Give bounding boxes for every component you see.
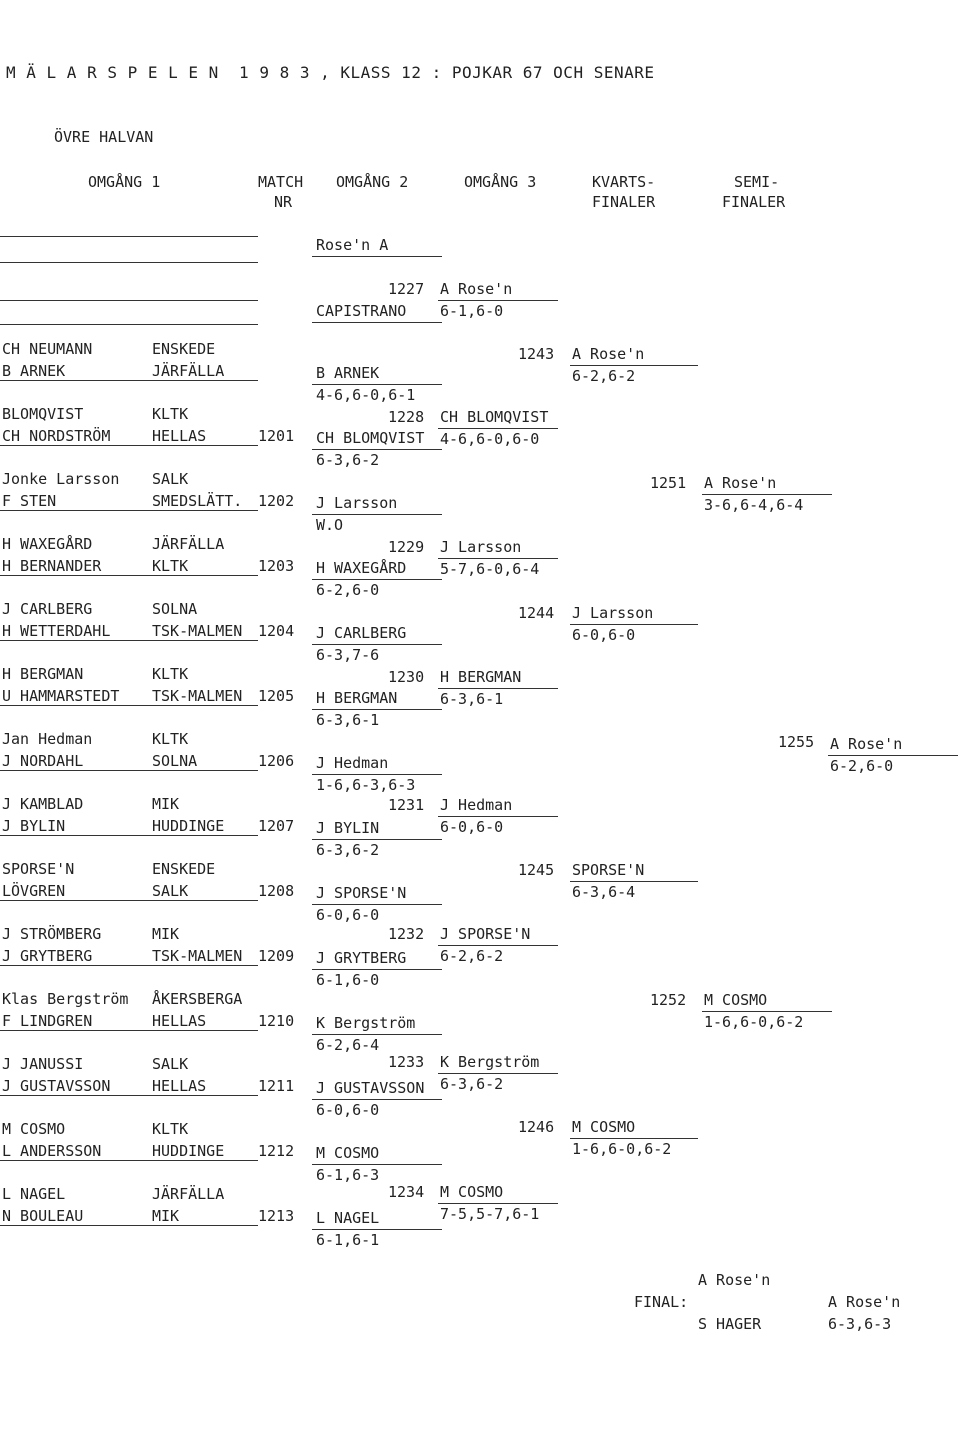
round3-match-number: 1233 (388, 1053, 425, 1071)
round1-player: J BYLIN (2, 817, 66, 835)
header-round1: OMGÅNG 1 (88, 173, 161, 191)
round3-score: 6-3,6-1 (440, 690, 504, 708)
round1-line (0, 770, 258, 771)
semi-match-number: 1251 (650, 474, 687, 492)
round1-player: J JANUSSI (2, 1055, 84, 1073)
round2-winner: J Hedman (316, 754, 389, 772)
round1-player: B ARNEK (2, 362, 66, 380)
round1-club: HELLAS (152, 1012, 207, 1030)
round1-player: H WETTERDAHL (2, 622, 111, 640)
round2-score: 1-6,6-3,6-3 (316, 776, 416, 794)
match-number: 1205 (258, 687, 295, 705)
semi-match-number: 1252 (650, 991, 687, 1009)
round2-winner: J BYLIN (316, 819, 380, 837)
half-final-match-number: 1255 (778, 733, 815, 751)
round2-winner: Rose'n A (316, 236, 389, 254)
round1-player: Jonke Larsson (2, 470, 120, 488)
round3-score: 5-7,6-0,6-4 (440, 560, 540, 578)
round3-score: 6-2,6-2 (440, 947, 504, 965)
round1-club: HUDDINGE (152, 817, 225, 835)
round2-winner: J SPORSE'N (316, 884, 407, 902)
semi-score: 1-6,6-0,6-2 (704, 1013, 804, 1031)
round3-winner: M COSMO (440, 1183, 504, 1201)
header-round2: OMGÅNG 2 (336, 173, 409, 191)
match-number: 1209 (258, 947, 295, 965)
final-player-a: A Rose'n (698, 1271, 771, 1289)
round1-club: JÄRFÄLLA (152, 535, 225, 553)
match-number: 1210 (258, 1012, 295, 1030)
quarter-score: 1-6,6-0,6-2 (572, 1140, 672, 1158)
header-semi-1: SEMI- (734, 173, 780, 191)
round3-line (438, 1073, 558, 1074)
round1-line (0, 575, 258, 576)
round1-club: SALK (152, 1055, 189, 1073)
round2-score: 6-1,6-0 (316, 971, 380, 989)
round1-club: TSK-MALMEN (152, 687, 243, 705)
round1-club: HUDDINGE (152, 1142, 225, 1160)
round1-club: SALK (152, 470, 189, 488)
draw-line (0, 262, 258, 263)
quarter-score: 6-0,6-0 (572, 626, 636, 644)
round1-line (0, 1160, 258, 1161)
quarter-winner: M COSMO (572, 1118, 636, 1136)
round1-club: ENSKEDE (152, 860, 216, 878)
round2-winner: J GRYTBERG (316, 949, 407, 967)
round1-club: TSK-MALMEN (152, 622, 243, 640)
round2-line (312, 322, 442, 323)
round3-score: 6-3,6-2 (440, 1075, 504, 1093)
match-number: 1202 (258, 492, 295, 510)
match-number: 1208 (258, 882, 295, 900)
round1-line (0, 445, 258, 446)
round1-club: KLTK (152, 665, 189, 683)
round2-winner: CAPISTRANO (316, 302, 407, 320)
round2-score: 6-0,6-0 (316, 906, 380, 924)
round1-club: ÅKERSBERGA (152, 990, 243, 1008)
round1-line (0, 965, 258, 966)
round3-line (438, 428, 558, 429)
round2-line (312, 904, 442, 905)
round3-match-number: 1231 (388, 796, 425, 814)
round3-line (438, 688, 558, 689)
round2-line (312, 709, 442, 710)
match-number: 1204 (258, 622, 295, 640)
quarter-match-number: 1244 (518, 604, 555, 622)
header-quarter-2: FINALER (592, 193, 656, 211)
round2-score: 6-0,6-0 (316, 1101, 380, 1119)
match-number: 1201 (258, 427, 295, 445)
round3-score: 6-1,6-0 (440, 302, 504, 320)
round3-winner: J SPORSE'N (440, 925, 531, 943)
round2-score: 6-3,6-2 (316, 451, 380, 469)
round2-score: W.O (316, 516, 344, 534)
round1-club: SMEDSLÄTT. (152, 492, 243, 510)
round2-line (312, 774, 442, 775)
final-label: FINAL: (634, 1293, 689, 1311)
quarter-line (570, 624, 698, 625)
round2-line (312, 1164, 442, 1165)
round1-club: HELLAS (152, 427, 207, 445)
round1-player: Jan Hedman (2, 730, 93, 748)
round1-line (0, 510, 258, 511)
round1-player: F LINDGREN (2, 1012, 93, 1030)
round1-player: U HAMMARSTEDT (2, 687, 120, 705)
draw-line (0, 324, 258, 325)
match-number: 1213 (258, 1207, 295, 1225)
semi-winner: A Rose'n (704, 474, 777, 492)
match-number: 1206 (258, 752, 295, 770)
round3-match-number: 1228 (388, 408, 425, 426)
round1-player: L NAGEL (2, 1185, 66, 1203)
round3-winner: J Hedman (440, 796, 513, 814)
round1-player: J GUSTAVSSON (2, 1077, 111, 1095)
round1-player: J STRÖMBERG (2, 925, 102, 943)
header-match-nr-2: NR (274, 193, 293, 211)
round2-winner: J GUSTAVSSON (316, 1079, 425, 1097)
round2-winner: L NAGEL (316, 1209, 380, 1227)
round1-club: MIK (152, 1207, 180, 1225)
round2-score: 4-6,6-0,6-1 (316, 386, 416, 404)
final-score: 6-3,6-3 (828, 1315, 892, 1333)
round1-player: J NORDAHL (2, 752, 84, 770)
semi-score: 3-6,6-4,6-4 (704, 496, 804, 514)
round2-line (312, 514, 442, 515)
match-number: 1211 (258, 1077, 295, 1095)
round2-score: 6-3,7-6 (316, 646, 380, 664)
round1-club: KLTK (152, 405, 189, 423)
draw-line (0, 236, 258, 237)
round1-line (0, 380, 258, 381)
match-number: 1203 (258, 557, 295, 575)
round1-club: SALK (152, 882, 189, 900)
round1-player: J KAMBLAD (2, 795, 84, 813)
round3-score: 6-0,6-0 (440, 818, 504, 836)
round1-club: SOLNA (152, 600, 198, 618)
quarter-winner: J Larsson (572, 604, 654, 622)
round1-player: F STEN (2, 492, 57, 510)
round1-player: LÖVGREN (2, 882, 66, 900)
round3-match-number: 1232 (388, 925, 425, 943)
round1-player: H BERGMAN (2, 665, 84, 683)
round2-line (312, 644, 442, 645)
round1-club: JÄRFÄLLA (152, 362, 225, 380)
header-quarter-1: KVARTS- (592, 173, 656, 191)
round1-club: TSK-MALMEN (152, 947, 243, 965)
quarter-match-number: 1243 (518, 345, 555, 363)
round1-player: H WAXEGÅRD (2, 535, 93, 553)
quarter-winner: SPORSE'N (572, 861, 645, 879)
round1-player: M COSMO (2, 1120, 66, 1138)
round2-score: 6-3,6-1 (316, 711, 380, 729)
round1-player: J CARLBERG (2, 600, 93, 618)
match-number: 1207 (258, 817, 295, 835)
round2-line (312, 1034, 442, 1035)
round1-player: Klas Bergström (2, 990, 129, 1008)
semi-winner: M COSMO (704, 991, 768, 1009)
round3-line (438, 558, 558, 559)
round1-club: KLTK (152, 557, 189, 575)
quarter-line (570, 881, 698, 882)
round2-score: 6-2,6-0 (316, 581, 380, 599)
round3-match-number: 1230 (388, 668, 425, 686)
round2-winner: B ARNEK (316, 364, 380, 382)
match-number: 1212 (258, 1142, 295, 1160)
round1-player: N BOULEAU (2, 1207, 84, 1225)
round1-line (0, 1225, 258, 1226)
round1-line (0, 1095, 258, 1096)
round2-line (312, 384, 442, 385)
round1-club: JÄRFÄLLA (152, 1185, 225, 1203)
round2-line (312, 969, 442, 970)
round3-match-number: 1234 (388, 1183, 425, 1201)
round2-line (312, 449, 442, 450)
half-final-score: 6-2,6-0 (830, 757, 894, 775)
quarter-match-number: 1245 (518, 861, 555, 879)
round1-line (0, 705, 258, 706)
header-round3: OMGÅNG 3 (464, 173, 537, 191)
round1-club: MIK (152, 925, 180, 943)
round2-score: 6-1,6-1 (316, 1231, 380, 1249)
round2-line (312, 839, 442, 840)
round3-winner: K Bergström (440, 1053, 540, 1071)
round1-player: CH NEUMANN (2, 340, 93, 358)
round1-line (0, 1030, 258, 1031)
header-match-nr-1: MATCH (258, 173, 304, 191)
round2-winner: CH BLOMQVIST (316, 429, 425, 447)
quarter-winner: A Rose'n (572, 345, 645, 363)
round1-player: H BERNANDER (2, 557, 102, 575)
round1-club: MIK (152, 795, 180, 813)
round3-score: 7-5,5-7,6-1 (440, 1205, 540, 1223)
half-final-line (828, 755, 958, 756)
quarter-line (570, 365, 698, 366)
round2-winner: K Bergström (316, 1014, 416, 1032)
round1-club: KLTK (152, 730, 189, 748)
round3-line (438, 1203, 558, 1204)
round1-player: BLOMQVIST (2, 405, 84, 423)
round2-line (312, 579, 442, 580)
round2-score: 6-3,6-2 (316, 841, 380, 859)
round3-line (438, 300, 558, 301)
round1-player: SPORSE'N (2, 860, 75, 878)
round1-player: L ANDERSSON (2, 1142, 102, 1160)
draw-line (0, 300, 258, 301)
quarter-line (570, 1138, 698, 1139)
round2-winner: J Larsson (316, 494, 398, 512)
round3-winner: H BERGMAN (440, 668, 522, 686)
round3-winner: J Larsson (440, 538, 522, 556)
round1-player: CH NORDSTRÖM (2, 427, 111, 445)
round1-line (0, 900, 258, 901)
round2-line (312, 1229, 442, 1230)
round3-line (438, 945, 558, 946)
round3-winner: A Rose'n (440, 280, 513, 298)
header-semi-2: FINALER (722, 193, 786, 211)
round1-player: J GRYTBERG (2, 947, 93, 965)
round2-line (312, 256, 442, 257)
round2-score: 6-1,6-3 (316, 1166, 380, 1184)
quarter-match-number: 1246 (518, 1118, 555, 1136)
semi-line (702, 494, 832, 495)
round3-score: 4-6,6-0,6-0 (440, 430, 540, 448)
round2-winner: M COSMO (316, 1144, 380, 1162)
round2-winner: H WAXEGÅRD (316, 559, 407, 577)
final-winner: A Rose'n (828, 1293, 901, 1311)
page-title: M Ä L A R S P E L E N 1 9 8 3 , KLASS 12 : POJKAR 67 OCH SENARE (6, 63, 655, 82)
round1-club: SOLNA (152, 752, 198, 770)
round1-line (0, 640, 258, 641)
round2-winner: J CARLBERG (316, 624, 407, 642)
round2-line (312, 1099, 442, 1100)
round1-club: HELLAS (152, 1077, 207, 1095)
half-heading: ÖVRE HALVAN (54, 128, 154, 146)
round1-club: ENSKEDE (152, 340, 216, 358)
round3-match-number: 1227 (388, 280, 425, 298)
semi-line (702, 1011, 832, 1012)
final-player-b: S HAGER (698, 1315, 762, 1333)
round1-line (0, 835, 258, 836)
round1-club: KLTK (152, 1120, 189, 1138)
round3-winner: CH BLOMQVIST (440, 408, 549, 426)
quarter-score: 6-2,6-2 (572, 367, 636, 385)
round3-line (438, 816, 558, 817)
half-final-winner: A Rose'n (830, 735, 903, 753)
round2-winner: H BERGMAN (316, 689, 398, 707)
round3-match-number: 1229 (388, 538, 425, 556)
round2-score: 6-2,6-4 (316, 1036, 380, 1054)
quarter-score: 6-3,6-4 (572, 883, 636, 901)
